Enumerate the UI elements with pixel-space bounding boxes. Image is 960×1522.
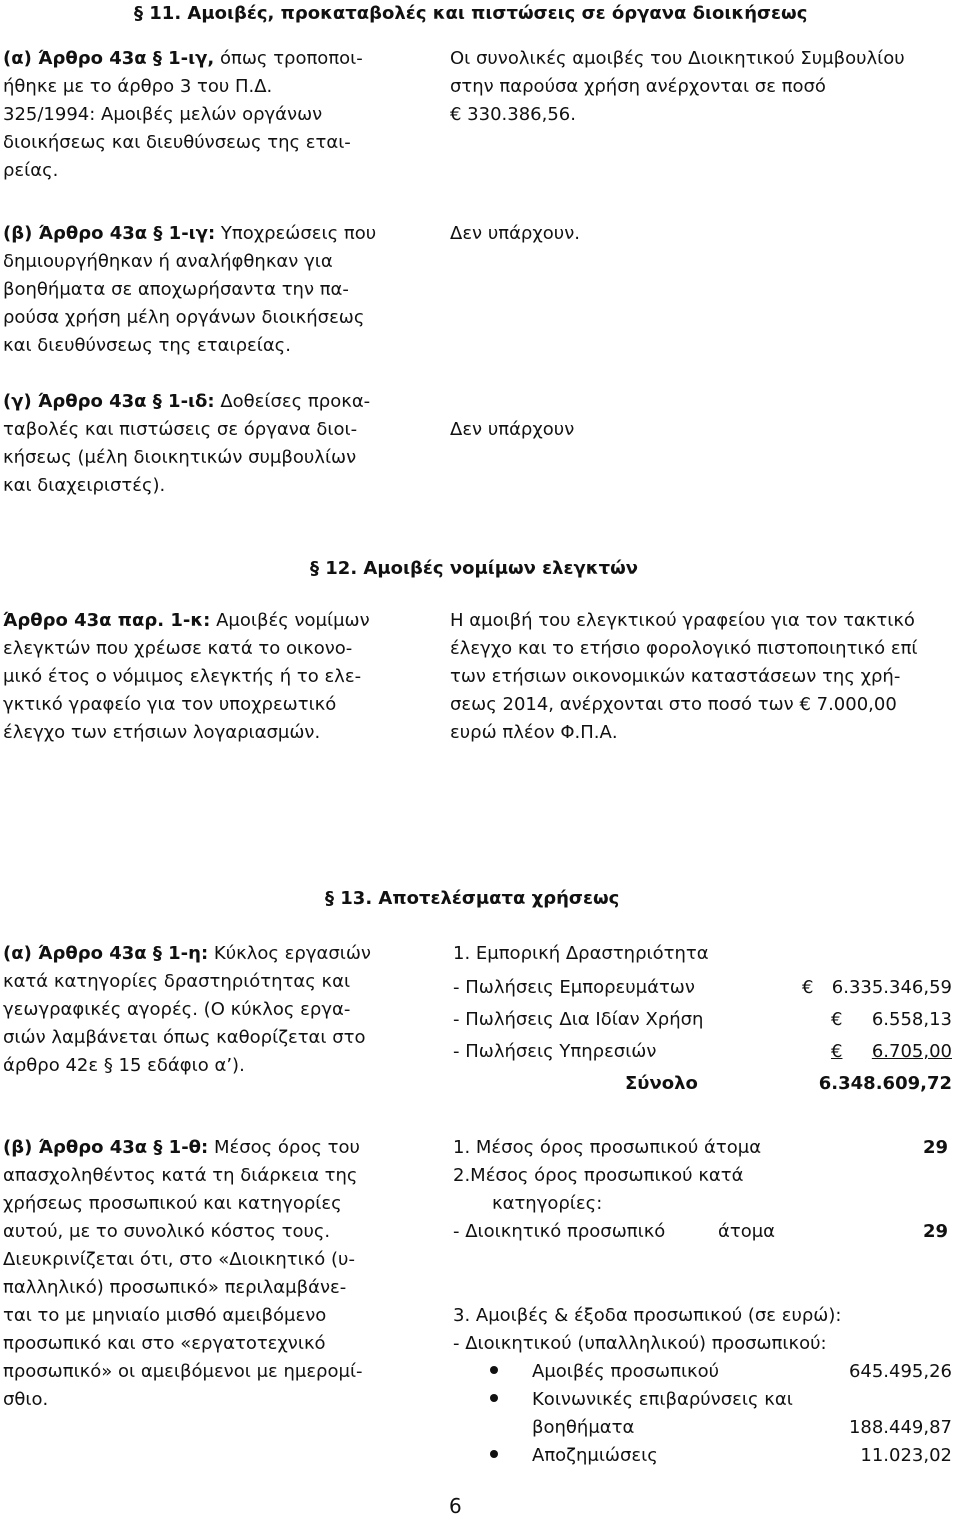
s12-left-label: Άρθρο 43α παρ. 1-κ:	[3, 610, 211, 631]
s11-a-line1-rest: όπως τροποποι-	[214, 48, 363, 69]
s13-b-line: απασχοληθέντος κατά τη διάρκεια της	[3, 1165, 358, 1186]
section-12-heading: § 12. Αμοιβές νομίμων ελεγκτών	[310, 558, 638, 579]
bullet-icon	[490, 1450, 498, 1458]
s13-a-line1-rest: Κύκλος εργασιών	[208, 943, 371, 964]
s11-b-label: (β) Άρθρο 43α § 1-ιγ:	[3, 223, 216, 244]
s12-right-line: των ετήσιων οικονομικών καταστάσεων της χρή-	[450, 666, 901, 687]
bullet-icon	[490, 1366, 498, 1374]
s11-b-line: βοηθήματα σε αποχωρήσαντα την πα-	[3, 279, 349, 300]
s13-a-line: κατά κατηγορίες δραστηριότητας και	[3, 971, 351, 992]
personnel-avg-label: 1. Μέσος όρος προσωπικού άτομα	[453, 1137, 762, 1158]
s11-c-text-line1	[3, 388, 370, 416]
section-11-heading: § 11. Αμοιβές, προκαταβολές και πιστώσεις σε όργανα διοικήσεως	[134, 3, 808, 24]
s12-left-line: ελεγκτών που χρέωσε κατά το οικονο-	[3, 638, 353, 659]
s13-a-label: (α) Άρθρο 43α § 1-η:	[3, 943, 209, 964]
s11-b-text-line1	[3, 220, 376, 248]
s11-c-line: ταβολές και πιστώσεις σε όργανα διοι-	[3, 419, 358, 440]
total-amount: 6.348.609,72	[818, 1073, 952, 1094]
sales-label: - Πωλήσεις Δια Ιδίαν Χρήση	[453, 1009, 704, 1030]
page-number: 6	[449, 1494, 462, 1518]
s13-b-label: (β) Άρθρο 43α § 1-θ:	[3, 1137, 209, 1158]
s13-b-line: Διευκρινίζεται ότι, στο «Διοικητικό (υ-	[3, 1249, 355, 1270]
sales-currency: €	[831, 1009, 843, 1030]
s12-left-line: μικό έτος ο νόμιμος ελεγκτής ή το ελε-	[3, 666, 362, 687]
activity-title: 1. Εμπορική Δραστηριότητα	[453, 943, 709, 964]
s11-b-line1-rest: Υποχρεώσεις που	[215, 223, 377, 244]
s12-right-line: σεως 2014, ανέρχονται στο ποσό των € 7.000,00	[450, 694, 897, 715]
payroll-item-amount: 11.023,02	[860, 1445, 952, 1466]
bullet-icon	[490, 1394, 498, 1402]
s11-a-line: ήθηκε με το άρθρο 3 του Π.Δ.	[3, 76, 273, 97]
s12-right-line: έλεγχο και το ετήσιο φορολογικό πιστοποιητικό επί	[450, 638, 918, 659]
sales-currency: €	[802, 977, 814, 998]
personnel-admin-label: - Διοικητικό προσωπικό	[453, 1221, 666, 1242]
s13-a-line1	[3, 940, 371, 968]
s11-b-line: ρούσα χρήση μέλη οργάνων διοικήσεως	[3, 307, 365, 328]
s11-c-line: κήσεως (μέλη διοικητικών συμβουλίων	[3, 447, 357, 468]
s13-b-line: προσωπικό» οι αμειβόμενοι με ημερομί-	[3, 1361, 363, 1382]
s12-left-line1	[3, 607, 370, 635]
payroll-item-amount: 645.495,26	[848, 1361, 952, 1382]
s11-a-right-line: Οι συνολικές αμοιβές του Διοικητικού Συμβουλίου	[450, 48, 905, 69]
s11-a-label: (α) Άρθρο 43α § 1-ιγ,	[3, 48, 215, 69]
s13-b-line: αυτού, με το συνολικό κόστος τους.	[3, 1221, 331, 1242]
s13-b-line1	[3, 1134, 360, 1162]
sales-amount: 6.705,00	[871, 1041, 952, 1062]
payroll-item-amount: 188.449,87	[848, 1417, 952, 1438]
s13-b-line: χρήσεως προσωπικού και κατηγορίες	[3, 1193, 342, 1214]
sales-label: - Πωλήσεις Εμπορευμάτων	[453, 977, 695, 998]
s11-c-line: και διαχειριστές).	[3, 475, 166, 496]
s13-b-line: ται το με μηνιαίο μισθό αμειβόμενο	[3, 1305, 327, 1326]
s12-left-line1-rest: Αμοιβές νομίμων	[210, 610, 370, 631]
personnel-admin-unit: άτομα	[718, 1221, 776, 1242]
s11-a-line: ρείας.	[3, 160, 59, 181]
sales-amount: 6.558,13	[871, 1009, 952, 1030]
payroll-title: 3. Αμοιβές & έξοδα προσωπικού (σε ευρώ):	[453, 1305, 842, 1326]
s12-right-line: ευρώ πλέον Φ.Π.Α.	[450, 722, 618, 743]
s11-c-line1-rest: Δοθείσες προκα-	[214, 391, 371, 412]
s13-b-line1-rest: Μέσος όρος του	[208, 1137, 360, 1158]
sales-amount: 6.335.346,59	[831, 977, 952, 998]
s13-b-line: σθιο.	[3, 1389, 49, 1410]
s12-right-line: Η αμοιβή του ελεγκτικού γραφείου για τον τακτικό	[450, 610, 915, 631]
s11-a-right-line: € 330.386,56.	[450, 104, 576, 125]
total-label: Σύνολο	[625, 1073, 698, 1094]
personnel-admin-value: 29	[922, 1221, 948, 1242]
s13-a-line: γεωγραφικές αγορές. (Ο κύκλος εργα-	[3, 999, 351, 1020]
s11-c-label: (γ) Άρθρο 43α § 1-ιδ:	[3, 391, 215, 412]
payroll-item-label: Κοινωνικές επιβαρύνσεις και	[532, 1389, 793, 1410]
s11-a-text-line1	[3, 45, 363, 73]
s13-a-line: σιών λαμβάνεται όπως καθορίζεται στο	[3, 1027, 366, 1048]
personnel-avg-value: 29	[922, 1137, 948, 1158]
s12-left-line: γκτικό γραφείο για τον υποχρεωτικό	[3, 694, 337, 715]
s11-a-line: διοικήσεως και διευθύνσεως της εται-	[3, 132, 351, 153]
s11-b-line: και διευθύνσεως της εταιρείας.	[3, 335, 291, 356]
personnel-cat-label2: κατηγορίες:	[492, 1193, 603, 1214]
s11-b-right: Δεν υπάρχουν.	[450, 223, 580, 244]
s11-a-right-line: στην παρούσα χρήση ανέρχονται σε ποσό	[450, 76, 826, 97]
sales-currency: €	[831, 1041, 843, 1062]
s11-a-line: 325/1994: Αμοιβές μελών οργάνων	[3, 104, 323, 125]
s13-b-line: παλληλικό) προσωπικό» περιλαμβάνε-	[3, 1277, 347, 1298]
payroll-item-label: Αποζημιώσεις	[532, 1445, 658, 1466]
section-13-heading: § 13. Αποτελέσματα χρήσεως	[325, 888, 620, 909]
personnel-cat-label: 2.Μέσος όρος προσωπικού κατά	[453, 1165, 744, 1186]
s11-b-line: δημιουργήθηκαν ή αναλήφθηκαν για	[3, 251, 333, 272]
sales-label: - Πωλήσεις Υπηρεσιών	[453, 1041, 657, 1062]
s11-c-right: Δεν υπάρχουν	[450, 419, 575, 440]
payroll-item-label: Αμοιβές προσωπικού	[532, 1361, 720, 1382]
s13-b-line: προσωπικό και στο «εργατοτεχνικό	[3, 1333, 326, 1354]
s13-a-line: άρθρο 42ε § 15 εδάφιο α’).	[3, 1055, 245, 1076]
payroll-subtitle: - Διοικητικού (υπαλληλικού) προσωπικού:	[453, 1333, 827, 1354]
payroll-item-label2: βοηθήματα	[532, 1417, 635, 1438]
s12-left-line: έλεγχο των ετήσιων λογαριασμών.	[3, 722, 321, 743]
